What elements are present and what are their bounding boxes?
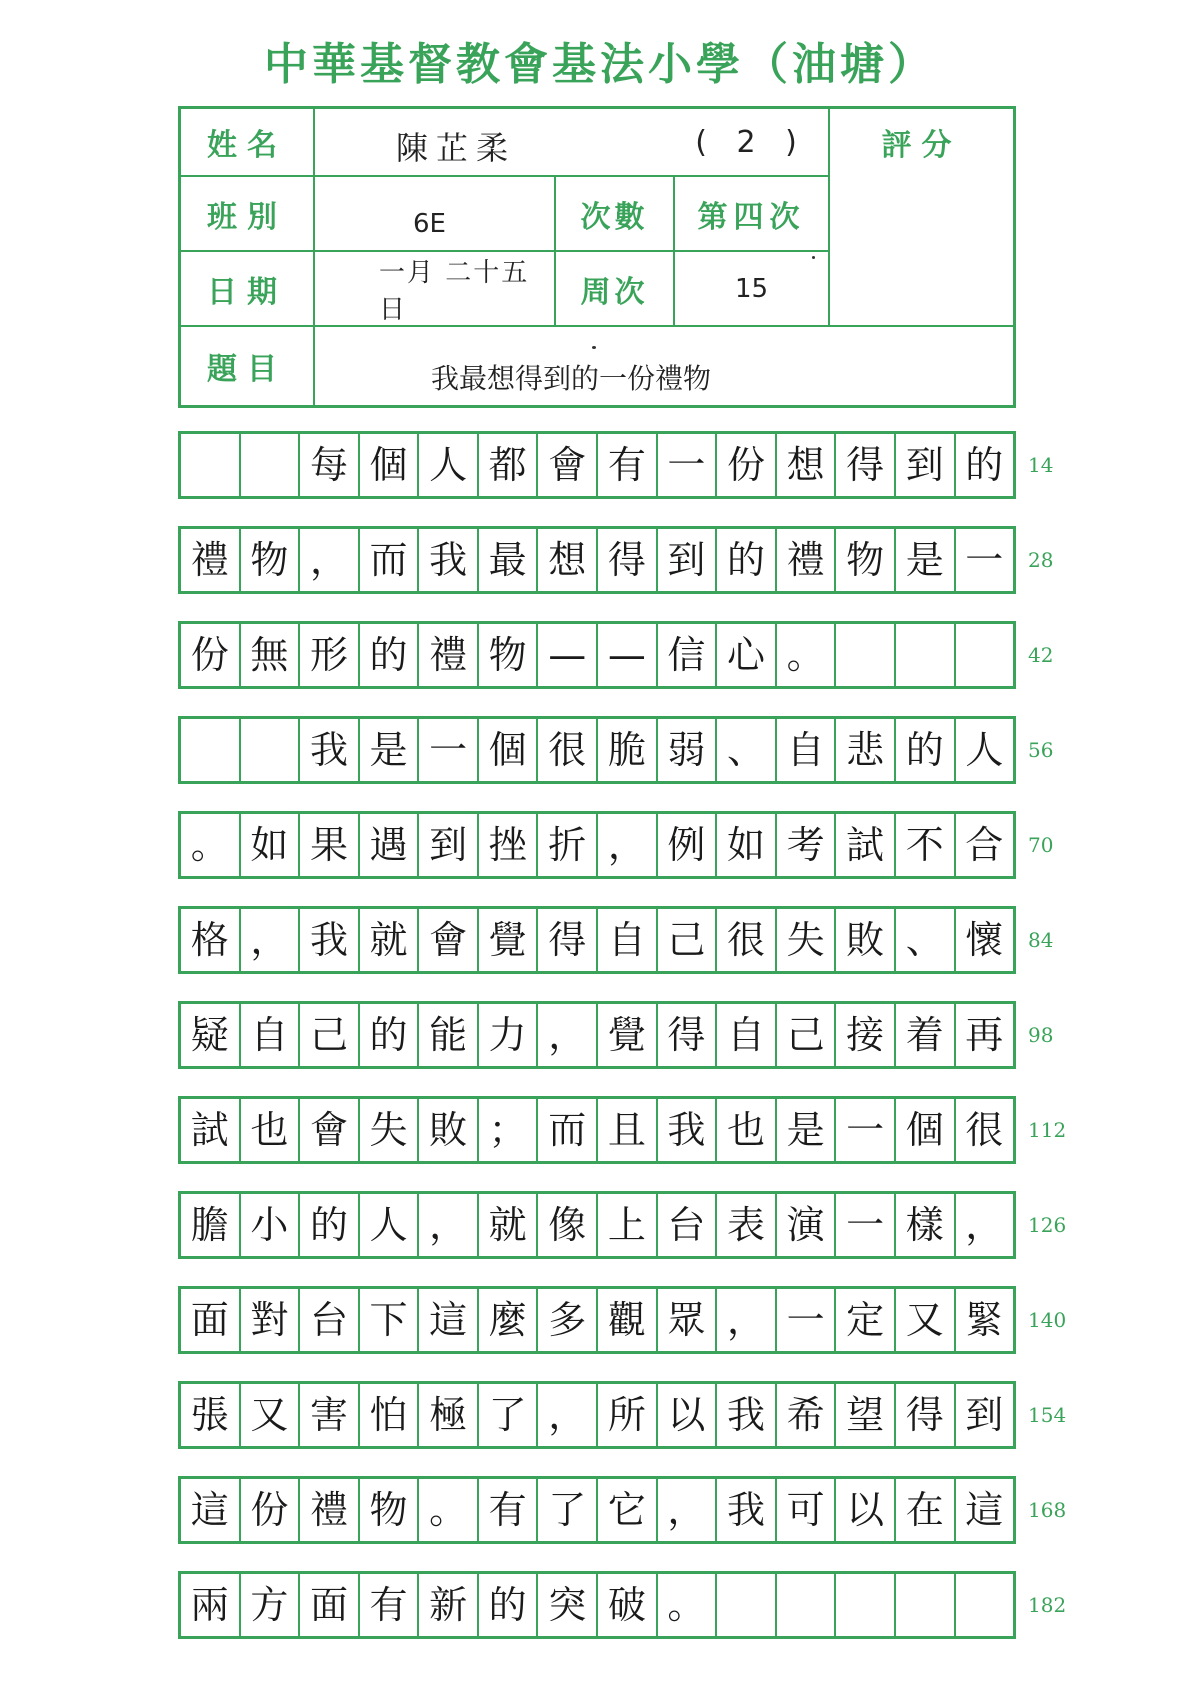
essay-cell: 都 (477, 434, 537, 496)
essay-cell: 害 (298, 1384, 358, 1446)
essay-cell (181, 434, 239, 496)
essay-row (178, 1381, 1016, 1449)
essay-cell: 望 (834, 1384, 894, 1446)
essay-cell: 我 (298, 719, 358, 781)
running-count: 28 (1028, 548, 1054, 572)
essay-cell (954, 1574, 1014, 1636)
essay-row (178, 1571, 1016, 1639)
essay-cell: 它 (596, 1479, 656, 1541)
essay-cell: 折 (536, 814, 596, 876)
essay-cell: 的 (358, 1004, 418, 1066)
essay-cell: 人 (358, 1194, 418, 1256)
essay-cell: 如 (715, 814, 775, 876)
essay-cell: 得 (536, 909, 596, 971)
essay-cell: 想 (536, 529, 596, 591)
essay-cell: 試 (834, 814, 894, 876)
essay-cell: 覺 (596, 1004, 656, 1066)
essay-cell: 突 (536, 1574, 596, 1636)
essay-cell: 的 (894, 719, 954, 781)
running-count: 182 (1028, 1593, 1067, 1617)
essay-cell: 敗 (417, 1099, 477, 1161)
essay-cell: ， (298, 529, 358, 591)
essay-cell: 就 (477, 1194, 537, 1256)
essay-cell: 失 (358, 1099, 418, 1161)
essay-cell: 。 (775, 624, 835, 686)
essay-cell: 能 (417, 1004, 477, 1066)
essay-row (178, 1096, 1016, 1164)
essay-cell: 是 (894, 529, 954, 591)
essay-cell: 個 (358, 434, 418, 496)
essay-cell: 很 (954, 1099, 1014, 1161)
essay-cell: 這 (190, 1488, 229, 1532)
essay-cell: 會 (536, 434, 596, 496)
essay-cell: 的 (715, 529, 775, 591)
topic-label: 題目 (207, 352, 287, 387)
running-count: 84 (1028, 928, 1054, 952)
essay-cell: — (536, 624, 596, 686)
essay-cell: 、 (715, 719, 775, 781)
essay-cell: 禮 (775, 529, 835, 591)
topic-value: 我最想得到的一份禮物 (431, 362, 712, 395)
essay-cell (239, 434, 299, 496)
essay-cell: 再 (954, 1004, 1014, 1066)
essay-cell: 演 (775, 1194, 835, 1256)
essay-cell: 極 (417, 1384, 477, 1446)
essay-cell: 敗 (834, 909, 894, 971)
essay-cell: 這 (954, 1479, 1014, 1541)
essay-cell: 我 (417, 529, 477, 591)
essay-cell: 的 (954, 434, 1014, 496)
essay-cell: 的 (298, 1194, 358, 1256)
essay-cell: 一 (954, 529, 1014, 591)
essay-cell: 心 (715, 624, 775, 686)
essay-cell: 弱 (656, 719, 716, 781)
essay-cell: 而 (536, 1099, 596, 1161)
essay-cell: 個 (477, 719, 537, 781)
essay-cell: 自 (596, 909, 656, 971)
running-count: 168 (1028, 1498, 1067, 1522)
essay-cell: 希 (775, 1384, 835, 1446)
essay-cell: 懷 (954, 909, 1014, 971)
essay-cell: 到 (417, 814, 477, 876)
essay-cell: 有 (358, 1574, 418, 1636)
essay-cell: 人 (417, 434, 477, 496)
essay-cell: 每 (298, 434, 358, 496)
essay-cell: 緊 (954, 1289, 1014, 1351)
essay-cell: 不 (894, 814, 954, 876)
essay-cell: 台 (298, 1289, 358, 1351)
essay-cell: 例 (656, 814, 716, 876)
essay-row (178, 1476, 1016, 1544)
essay-cell: 且 (596, 1099, 656, 1161)
class-label: 班別 (207, 199, 287, 235)
essay-cell: 到 (894, 434, 954, 496)
essay-cell: 眾 (656, 1289, 716, 1351)
essay-cell: 格 (190, 918, 229, 962)
score-label: 評分 (881, 128, 962, 163)
essay-cell (239, 719, 299, 781)
essay-cell: 力 (477, 1004, 537, 1066)
essay-cell: 也 (715, 1099, 775, 1161)
essay-cell: ， (954, 1194, 1014, 1256)
essay-cell: 己 (775, 1004, 835, 1066)
essay-cell: 了 (477, 1384, 537, 1446)
essay-row (178, 431, 1016, 499)
essay-cell: 遇 (358, 814, 418, 876)
essay-cell: 試 (190, 1108, 229, 1152)
essay-cell: 破 (596, 1574, 656, 1636)
essay-cell: ， (417, 1194, 477, 1256)
essay-cell: 合 (954, 814, 1014, 876)
times-value: 第四次 (697, 199, 806, 235)
essay-cell: 物 (239, 529, 299, 591)
class-value: 6E (413, 209, 446, 239)
essay-cell: 禮 (298, 1479, 358, 1541)
essay-cell: 又 (894, 1289, 954, 1351)
essay-cell: 定 (834, 1289, 894, 1351)
essay-cell: 方 (239, 1574, 299, 1636)
essay-cell: 得 (596, 529, 656, 591)
essay-cell (715, 1574, 775, 1636)
date-label: 日期 (207, 274, 287, 310)
essay-cell: 一 (656, 434, 716, 496)
school-title: 中華基督教會基法小學（油塘） (264, 39, 936, 90)
essay-cell: 信 (656, 624, 716, 686)
essay-cell: 疑 (190, 1013, 229, 1057)
essay-cell: 面 (298, 1574, 358, 1636)
essay-cell: 人 (954, 719, 1014, 781)
essay-cell: 覺 (477, 909, 537, 971)
running-count: 154 (1028, 1403, 1067, 1427)
essay-cell: 怕 (358, 1384, 418, 1446)
essay-cell: 所 (596, 1384, 656, 1446)
times-label: 次數 (580, 199, 649, 235)
essay-cell: 。 (417, 1479, 477, 1541)
essay-cell: 對 (239, 1289, 299, 1351)
essay-cell: 在 (894, 1479, 954, 1541)
essay-cell: ， (715, 1289, 775, 1351)
essay-cell: 以 (656, 1384, 716, 1446)
essay-cell: ， (239, 909, 299, 971)
essay-cell: 一 (834, 1194, 894, 1256)
essay-cell: 得 (656, 1004, 716, 1066)
essay-cell: 膽 (190, 1203, 229, 1247)
essay-cell: 張 (190, 1393, 229, 1437)
essay-cell: 一 (417, 719, 477, 781)
essay-cell: 有 (477, 1479, 537, 1541)
essay-cell: 禮 (417, 624, 477, 686)
essay-cell: 考 (775, 814, 835, 876)
essay-row (178, 1286, 1016, 1354)
essay-row (178, 621, 1016, 689)
essay-cell: 像 (536, 1194, 596, 1256)
class-number: ( 2 ) (695, 124, 807, 160)
essay-cell: 想 (775, 434, 835, 496)
running-count: 98 (1028, 1023, 1054, 1047)
essay-cell: 份 (715, 434, 775, 496)
essay-cell: 果 (298, 814, 358, 876)
essay-cell: 多 (536, 1289, 596, 1351)
essay-cell: — (596, 624, 656, 686)
essay-cell (834, 624, 894, 686)
essay-cell: 物 (477, 624, 537, 686)
essay-cell: 、 (894, 909, 954, 971)
essay-cell: 我 (656, 1099, 716, 1161)
essay-cell: 。 (190, 823, 229, 867)
essay-cell: 也 (239, 1099, 299, 1161)
essay-cell: 是 (775, 1099, 835, 1161)
essay-row (178, 1191, 1016, 1259)
essay-cell: 樣 (894, 1194, 954, 1256)
essay-cell: 禮 (190, 538, 229, 582)
essay-cell: 面 (190, 1298, 229, 1342)
essay-cell: 如 (239, 814, 299, 876)
essay-cell: 台 (656, 1194, 716, 1256)
running-count: 112 (1028, 1118, 1067, 1142)
running-count: 42 (1028, 643, 1054, 667)
essay-row (178, 716, 1016, 784)
essay-cell: 很 (715, 909, 775, 971)
essay-row (178, 1001, 1016, 1069)
essay-row (178, 526, 1016, 594)
essay-cell: ， (536, 1004, 596, 1066)
essay-cell: 兩 (190, 1583, 229, 1627)
running-count: 14 (1028, 453, 1054, 477)
essay-cell (894, 624, 954, 686)
essay-cell: 形 (298, 624, 358, 686)
essay-cell: 我 (715, 1479, 775, 1541)
essay-cell: 物 (358, 1479, 418, 1541)
essay-cell: 到 (656, 529, 716, 591)
essay-cell: 己 (656, 909, 716, 971)
essay-cell: ， (656, 1479, 716, 1541)
essay-cell (894, 1574, 954, 1636)
essay-cell: 自 (715, 1004, 775, 1066)
essay-cell: 下 (358, 1289, 418, 1351)
essay-cell: 這 (417, 1289, 477, 1351)
essay-cell: 。 (656, 1574, 716, 1636)
essay-cell: 而 (358, 529, 418, 591)
essay-cell: 得 (894, 1384, 954, 1446)
essay-cell: 麼 (477, 1289, 537, 1351)
essay-cell: 己 (298, 1004, 358, 1066)
ink-speck (812, 256, 815, 259)
essay-cell: ； (477, 1099, 537, 1161)
essay-cell: 是 (358, 719, 418, 781)
running-count: 56 (1028, 738, 1054, 762)
essay-cell: 了 (536, 1479, 596, 1541)
essay-row (178, 811, 1016, 879)
essay-cell: 接 (834, 1004, 894, 1066)
essay-cell: 得 (834, 434, 894, 496)
essay-row (178, 906, 1016, 974)
name-label: 姓名 (207, 128, 287, 163)
running-count: 70 (1028, 833, 1054, 857)
essay-cell: 我 (715, 1384, 775, 1446)
essay-cell: 挫 (477, 814, 537, 876)
essay-cell: 物 (834, 529, 894, 591)
essay-cell: 的 (358, 624, 418, 686)
essay-cell: 觀 (596, 1289, 656, 1351)
essay-cell: 很 (536, 719, 596, 781)
essay-cell: 份 (190, 633, 229, 677)
essay-cell: 會 (417, 909, 477, 971)
name-value: 陳芷柔 (396, 129, 517, 167)
essay-cell (954, 624, 1014, 686)
essay-cell: 可 (775, 1479, 835, 1541)
essay-cell: 會 (298, 1099, 358, 1161)
essay-cell: 有 (596, 434, 656, 496)
essay-cell: 的 (477, 1574, 537, 1636)
essay-cell: 自 (239, 1004, 299, 1066)
essay-cell (775, 1574, 835, 1636)
essay-cell: 就 (358, 909, 418, 971)
running-count: 126 (1028, 1213, 1067, 1237)
essay-cell: 着 (894, 1004, 954, 1066)
date-value: 一月 二十五日 (379, 257, 530, 325)
essay-cell: 又 (239, 1384, 299, 1446)
essay-cell: 一 (775, 1289, 835, 1351)
week-value: 15 (734, 273, 769, 304)
essay-cell: 一 (834, 1099, 894, 1161)
essay-cell: 脆 (596, 719, 656, 781)
running-count: 140 (1028, 1308, 1067, 1332)
essay-cell: 最 (477, 529, 537, 591)
essay-cell (834, 1574, 894, 1636)
essay-cell: ， (536, 1384, 596, 1446)
essay-cell: 新 (417, 1574, 477, 1636)
essay-cell: 以 (834, 1479, 894, 1541)
week-label: 周次 (580, 274, 649, 310)
essay-cell: 無 (239, 624, 299, 686)
essay-cell: ， (596, 814, 656, 876)
essay-cell: 份 (239, 1479, 299, 1541)
essay-cell: 失 (775, 909, 835, 971)
essay-cell: 表 (715, 1194, 775, 1256)
essay-cell: 自 (775, 719, 835, 781)
essay-cell: 個 (894, 1099, 954, 1161)
essay-cell: 我 (298, 909, 358, 971)
info-table (178, 106, 1016, 408)
essay-cell: 到 (954, 1384, 1014, 1446)
essay-cell (181, 719, 239, 781)
essay-cell: 小 (239, 1194, 299, 1256)
essay-cell: 悲 (834, 719, 894, 781)
ink-speck (592, 346, 596, 349)
essay-cell: 上 (596, 1194, 656, 1256)
